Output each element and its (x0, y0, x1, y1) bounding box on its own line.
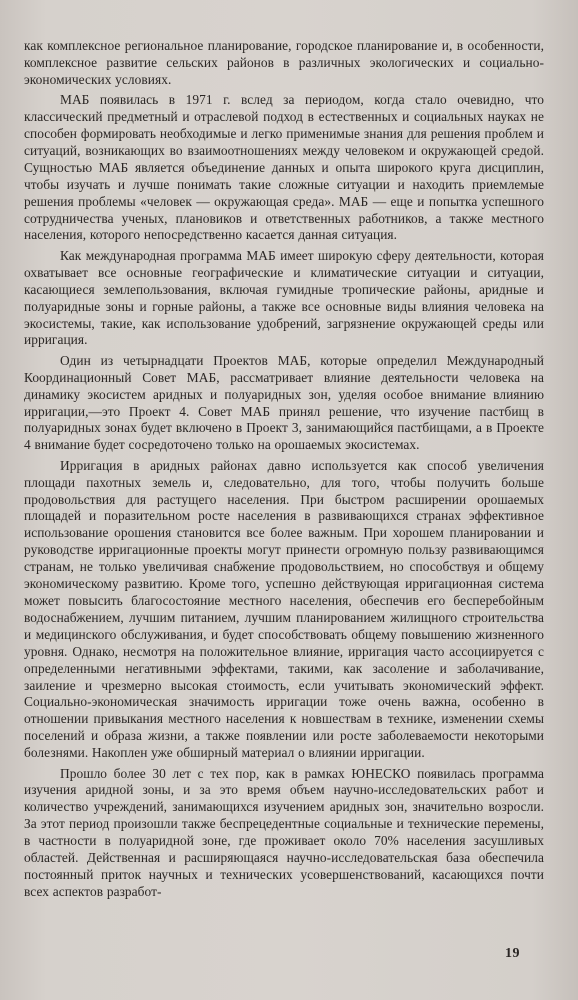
paragraph-arid-zone-program: Прошло более 30 лет с тех пор, как в рамках ЮНЕСКО появилась программа изучения аридной зоны, и за это время объем научно-исследовательских работ и количество учреждений, занимающихся изучением аридных зон, значительно возросли. За этот период произошли также беспрецедентные социальные и технические перемены, в частности в полуаридной зоне, где проживает около 70% населения засушливых областей. Действенная и расширяющаяся научно-исследовательская база обеспечила постоянный приток научных и технических усовершенствований, касающихся почти всех аспектов разработ- (24, 765, 544, 899)
paragraph-mab-origin: МАБ появилась в 1971 г. вслед за периодом, когда стало очевидно, что классический предметный и отраслевой подход в естественных и социальных науках не способен формировать необходимые и легко применимые знания для решения проблем и ситуаций, возникающих во взаимоотношениях между человеком и окружающей средой. Сущностью МАБ является объединение данных и опыта широкого круга дисциплин, чтобы изучать и лучше понимать такие сложные ситуации и находить приемлемые решения проблемы «человек — окружающая среда». МАБ — еще и попытка успешного сотрудничества ученых, плановиков и ответственных работников, а также местного населения, которого непосредственно касается данная ситуация. (24, 92, 544, 243)
paragraph-continuation: как комплексное региональное планирование, городское планирование и, в особенности, комплексное развитие сельских районов в различных экологических и социально-экономических условиях. (24, 38, 544, 87)
paragraph-mab-scope: Как международная программа МАБ имеет широкую сферу деятельности, которая охватывает все основные географические и климатические ситуации и ситуации, касающиеся землепользования, включая гумидные тропические районы, аридные и полуаридные зоны и горные районы, а также все основные виды влияния человека на экосистемы, такие, как использование удобрений, загрязнение окружающей среды или ирригация. (24, 247, 544, 348)
page-text-column (24, 38, 544, 901)
paragraph-project-4: Один из четырнадцати Проектов МАБ, которые определил Международный Координационный Совет МАБ, рассматривает влияние деятельности человека на динамику экосистем аридных и полуаридных зон, уделяя особое внимание влиянию ирригации,—это Проект 4. Совет МАБ принял решение, что изучение пастбищ в полуаридных зонах будет включено в Проект 3, занимающийся пастбищами, а в Проекте 4 внимание будет сосредоточено только на орошаемых экосистемах. (24, 352, 544, 453)
paragraph-irrigation: Ирригация в аридных районах давно используется как способ увеличения площади пахотных земель и, следовательно, для того, чтобы получить больше продовольствия для растущего населения. При быстром расширении орошаемых площадей и поразительном росте населения в развивающихся странах эффективное использование орошения становится все более важным. При хорошем планировании и руководстве ирригационные проекты могут принести огромную пользу развивающимся странам, не только увеличивая снабжение продовольствием, но способствуя и общему экономическому развитию. Кроме того, успешно действующая ирригационная система может повысить благосостояние местного населения, обеспечив его бесперебойным водоснабжением, лучшим питанием, лучшим планированием жилищного строительства и медицинского обслуживания, и будет способствовать общему повышению жизненного уровня. Однако, несмотря на положительное влияние, ирригация часто ассоциируется с определенными негативными эффектами, такими, как засоление и заболачивание, заиление и чрезмерно высокая стоимость, если учитывать экономический эффект. Социально-экономическая значимость ирригации тоже очень важна, особенно в отношении привыкания местного населения к новшествам в технике, изменении схемы поселений и образа жизни, а также появлении или росте заболеваемости некоторыми болезнями. Накоплен уже обширный материал о влиянии ирригации. (24, 457, 544, 761)
page-number: 19 (505, 946, 520, 961)
